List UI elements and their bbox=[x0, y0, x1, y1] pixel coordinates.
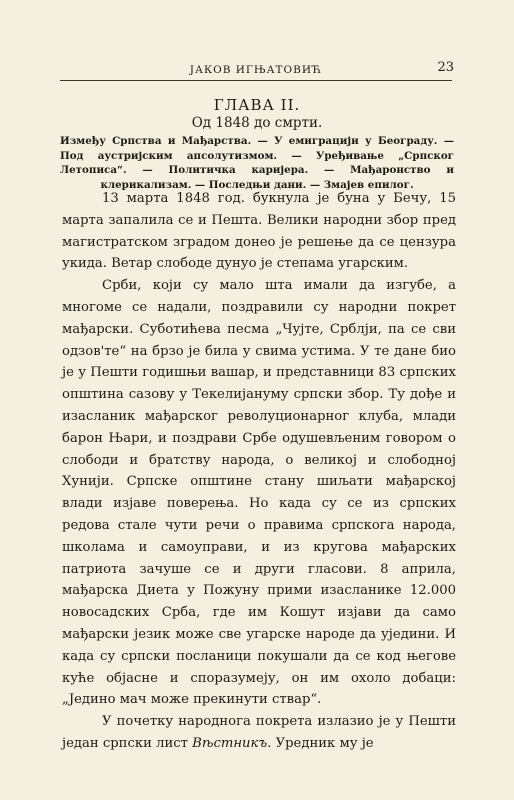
chapter-synopsis: Између Српства и Мађарства. — У емиграцији у Београду. — Под аустријским апсолутизмом. — Уређивање „Српског Летописа“. — Политичка каријера. — Мађаронство и клерикализам. — Последњи дани. — Змајев епилог. bbox=[60, 135, 454, 191]
running-title: ЈАКОВ ИГЊАТОВИЋ bbox=[189, 64, 323, 76]
paragraph-text-end: . Уредник му је bbox=[267, 735, 374, 751]
running-head bbox=[60, 58, 452, 81]
chapter-subtitle: Од 1848 до смрти. bbox=[191, 115, 323, 131]
paragraph: Срби, који су мало шта имали да изгубе, а многоме се надали, поздравили су народни покрет мађарски. Суботићева песма „Чујте, Срблји, па се сви одзов'те“ на брзо је била у свима устима. У те дане био је у Пешти годишњи вашар, и представници 83 српских општина сазову у Текелијануму српски збор. Ту дође и изасланик мађарског револуционарног клуба, млади барон Њари, и поздрави Србе одушевљеним говором о слободи и братству народа, о великој и слободној Хунији. Српске општине стану шиљати мађарској влади изјаве поверења. Но када су се из српских редова стале чути речи о правима српскога народа, школама и самоуправи, и из кругова мађарских патриота зачуше се и други гласови. 8 априла, мађарска Диета у Пожуну прими изасланике 12.000 новосадских Срба, где им Кошут изјави да само мађарски језик може све угарске народе да уједини. И када су српски посланици покушали да се код његове куће објасне и споразумеју, он им охоло добаци: „Једино мач може прекинути ствар“. bbox=[62, 278, 456, 708]
paragraph: 13 марта 1848 год. букнула је буна у Бечу, 15 марта запалила се и Пешта. Велики народни збор пред магистратском зградом донео је решење да се цензура укида. Ветар слободе дунуо је степама угарским. bbox=[62, 191, 456, 272]
body-text bbox=[62, 188, 456, 755]
chapter-title: ГЛАВА II. bbox=[213, 96, 301, 114]
page-number: 23 bbox=[437, 60, 454, 75]
newspaper-title: Вѣстникъ bbox=[192, 735, 268, 751]
paragraph-last bbox=[62, 711, 456, 755]
paragraph-text: У почетку народнога покрета излазио је у Пешти један српски лист bbox=[62, 714, 456, 751]
